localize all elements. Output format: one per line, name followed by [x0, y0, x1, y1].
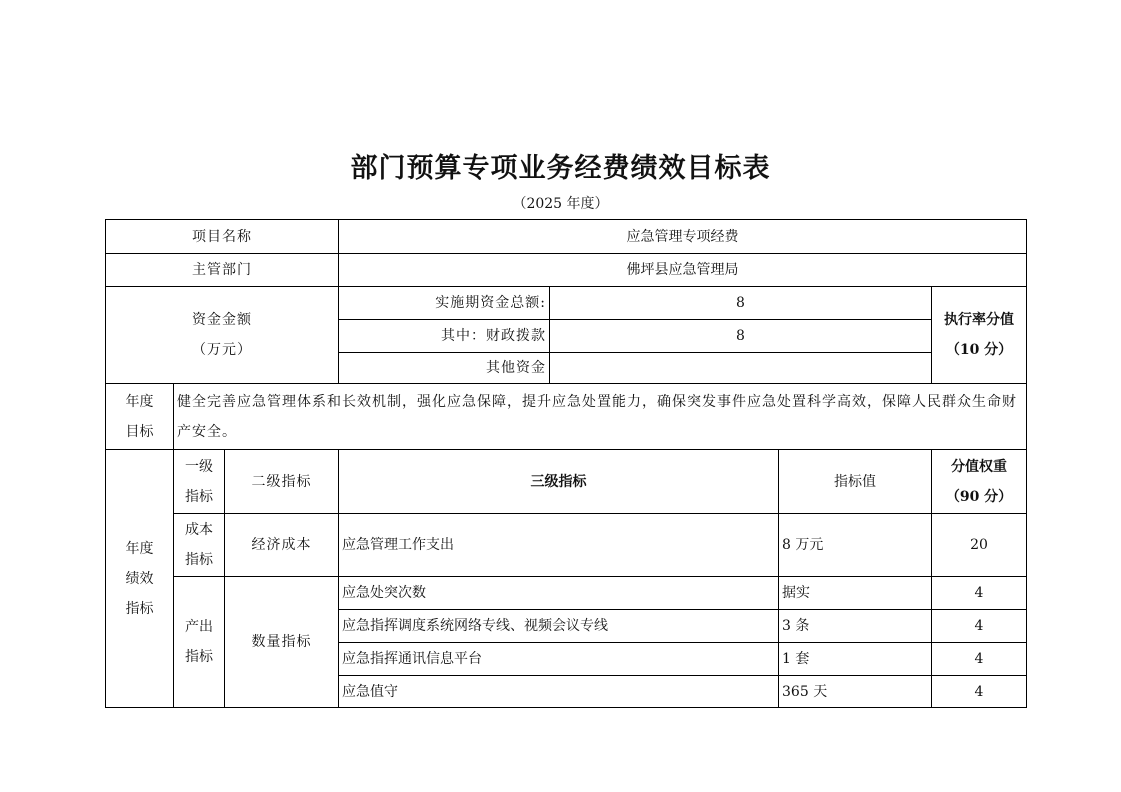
header-level1 [174, 450, 225, 514]
indicator-section-label [106, 450, 174, 708]
project-name-value: 应急管理专项经费 [339, 220, 1027, 254]
cost-level1-line2: 指标 [185, 552, 213, 568]
indicator-section-line3: 指标 [125, 600, 154, 617]
funds-other-value [550, 353, 932, 384]
header-weight [932, 450, 1027, 514]
execution-rate-line2: （10 分） [945, 342, 1013, 358]
cost-weight: 20 [932, 514, 1027, 577]
output-level3: 应急值守 [339, 676, 779, 708]
year-subtitle: （2025 年度） [512, 196, 609, 212]
annual-goal-text: 健全完善应急管理体系和长效机制，强化应急保障，提升应急处置能力，确保突发事件应急处置科学高效，保障人民群众生命财产安全。 [174, 384, 1027, 450]
table-row [106, 577, 1027, 610]
indicator-section-line1: 年度 [125, 540, 154, 557]
page-title: 部门预算专项业务经费绩效目标表 [350, 153, 771, 184]
output-value: 1 套 [779, 643, 932, 676]
output-value: 365 天 [779, 676, 932, 708]
cost-level1 [174, 514, 225, 577]
output-weight: 4 [932, 577, 1027, 610]
cost-level2: 经济成本 [225, 514, 339, 577]
row-cost-indicator [106, 514, 1027, 577]
funds-label [106, 287, 339, 384]
funds-total-label: 实施期资金总额: [339, 287, 550, 320]
row-indicator-header [106, 450, 1027, 514]
row-annual-goal [106, 384, 1027, 450]
funds-total-value: 8 [550, 287, 932, 320]
row-funds-total [106, 287, 1027, 320]
output-weight: 4 [932, 676, 1027, 708]
header-level3: 三级指标 [339, 450, 779, 514]
header-level1-line1: 一级 [185, 458, 213, 475]
execution-rate-score [932, 287, 1027, 384]
cost-level3: 应急管理工作支出 [339, 514, 779, 577]
header-level2: 二级指标 [225, 450, 339, 514]
cost-value: 8 万元 [779, 514, 932, 577]
output-level1-line2: 指标 [185, 649, 213, 665]
performance-target-table [105, 219, 1027, 708]
header-weight-line1: 分值权重 [951, 458, 1008, 475]
project-name-label: 项目名称 [106, 220, 339, 254]
indicator-section-line2: 绩效 [125, 570, 154, 587]
output-level1 [174, 577, 225, 708]
row-department [106, 254, 1027, 287]
funds-label-line1: 资金金额 [192, 312, 252, 328]
annual-goal-label-line1: 年度 [125, 393, 154, 410]
output-level2: 数量指标 [225, 577, 339, 708]
output-weight: 4 [932, 643, 1027, 676]
funds-fiscal-label: 其中：财政拨款 [339, 320, 550, 353]
cost-level1-line1: 成本 [185, 522, 213, 538]
funds-label-line2: （万元） [192, 342, 252, 358]
funds-other-label: 其他资金 [339, 353, 550, 384]
output-level3: 应急处突次数 [339, 577, 779, 610]
row-project-name [106, 220, 1027, 254]
funds-fiscal-value: 8 [550, 320, 932, 353]
output-value: 据实 [779, 577, 932, 610]
annual-goal-label [106, 384, 174, 450]
output-level3: 应急指挥调度系统网络专线、视频会议专线 [339, 610, 779, 643]
execution-rate-line1: 执行率分值 [944, 312, 1015, 328]
output-level1-line1: 产出 [185, 619, 213, 635]
department-label: 主管部门 [106, 254, 339, 287]
output-weight: 4 [932, 610, 1027, 643]
header-weight-line2: （90 分） [945, 488, 1013, 505]
header-value: 指标值 [779, 450, 932, 514]
department-value: 佛坪县应急管理局 [339, 254, 1027, 287]
annual-goal-label-line2: 目标 [125, 423, 154, 440]
output-level3: 应急指挥通讯信息平台 [339, 643, 779, 676]
output-value: 3 条 [779, 610, 932, 643]
header-level1-line2: 指标 [185, 488, 213, 505]
